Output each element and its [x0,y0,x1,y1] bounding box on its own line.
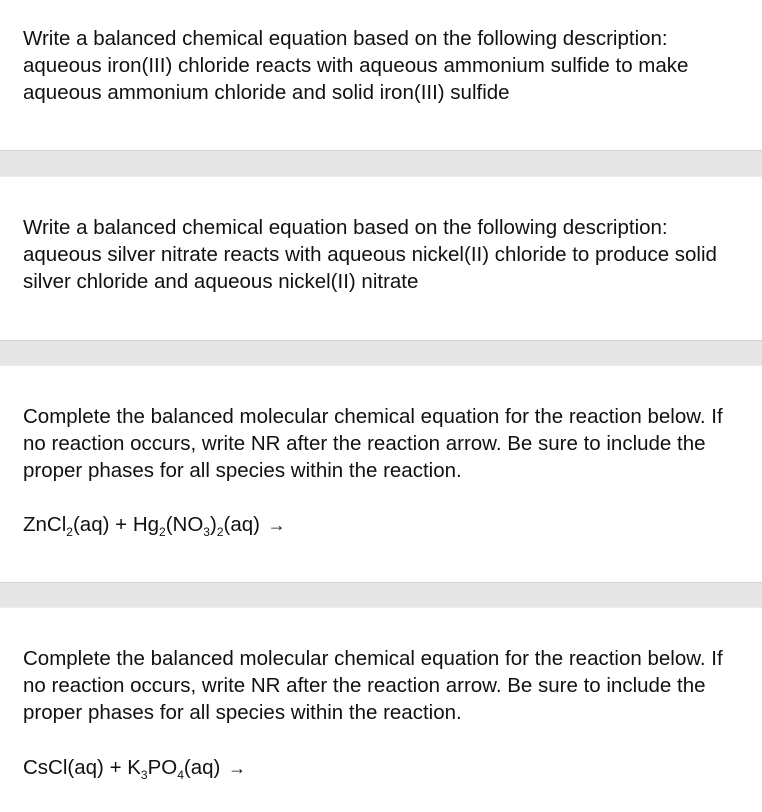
reactant-formula: ) [209,513,217,536]
section-divider [0,150,762,177]
reaction-equation [23,511,286,539]
phase-label: (aq) + [72,513,133,536]
subscript: 3 [203,525,210,539]
subscript: 4 [177,768,184,782]
reactant-formula: (NO [165,513,204,536]
question-text: Complete the balanced molecular chemical equation for the reaction below. If no reaction occurs, write NR after the reaction arrow. Be sure to include the proper phases for all species within the reaction. [23,405,723,482]
subscript: 2 [159,525,166,539]
question-card-3 [0,366,762,582]
reaction-arrow-icon: → [228,758,247,778]
section-divider [0,340,762,366]
reaction-arrow-icon: → [267,515,286,535]
subscript: 2 [216,525,224,539]
phase-label: (aq) [183,756,221,779]
reaction-equation [23,754,246,782]
reactant-formula: Hg [132,513,160,536]
reactant-formula: ZnCl [23,513,67,536]
question-text: Complete the balanced molecular chemical equation for the reaction below. If no reaction occurs, write NR after the reaction arrow. Be sure to include the proper phases for all species within the reaction. [23,647,723,724]
reactant-formula: CsCl(aq) + [23,756,128,779]
phase-label: (aq) [223,513,260,536]
reactant-formula: K [127,756,141,779]
question-text: Write a balanced chemical equation based on the following description: aqueous iron(III) chloride reacts with aqueous ammonium sulfide to make aqueous ammonium chloride and solid iron(III) sulfide [23,27,689,104]
question-card-4 [0,608,762,812]
question-text: Write a balanced chemical equation based on the following description: aqueous silver nitrate reacts with aqueous nickel(II) chloride to produce solid silver chloride and aqueous nickel(II) nitrate [23,216,717,293]
section-divider [0,582,762,608]
reactant-formula: PO [147,756,178,779]
question-card-1 [0,0,762,150]
subscript: 3 [140,768,148,782]
question-card-2 [0,177,762,340]
subscript: 2 [66,525,73,539]
